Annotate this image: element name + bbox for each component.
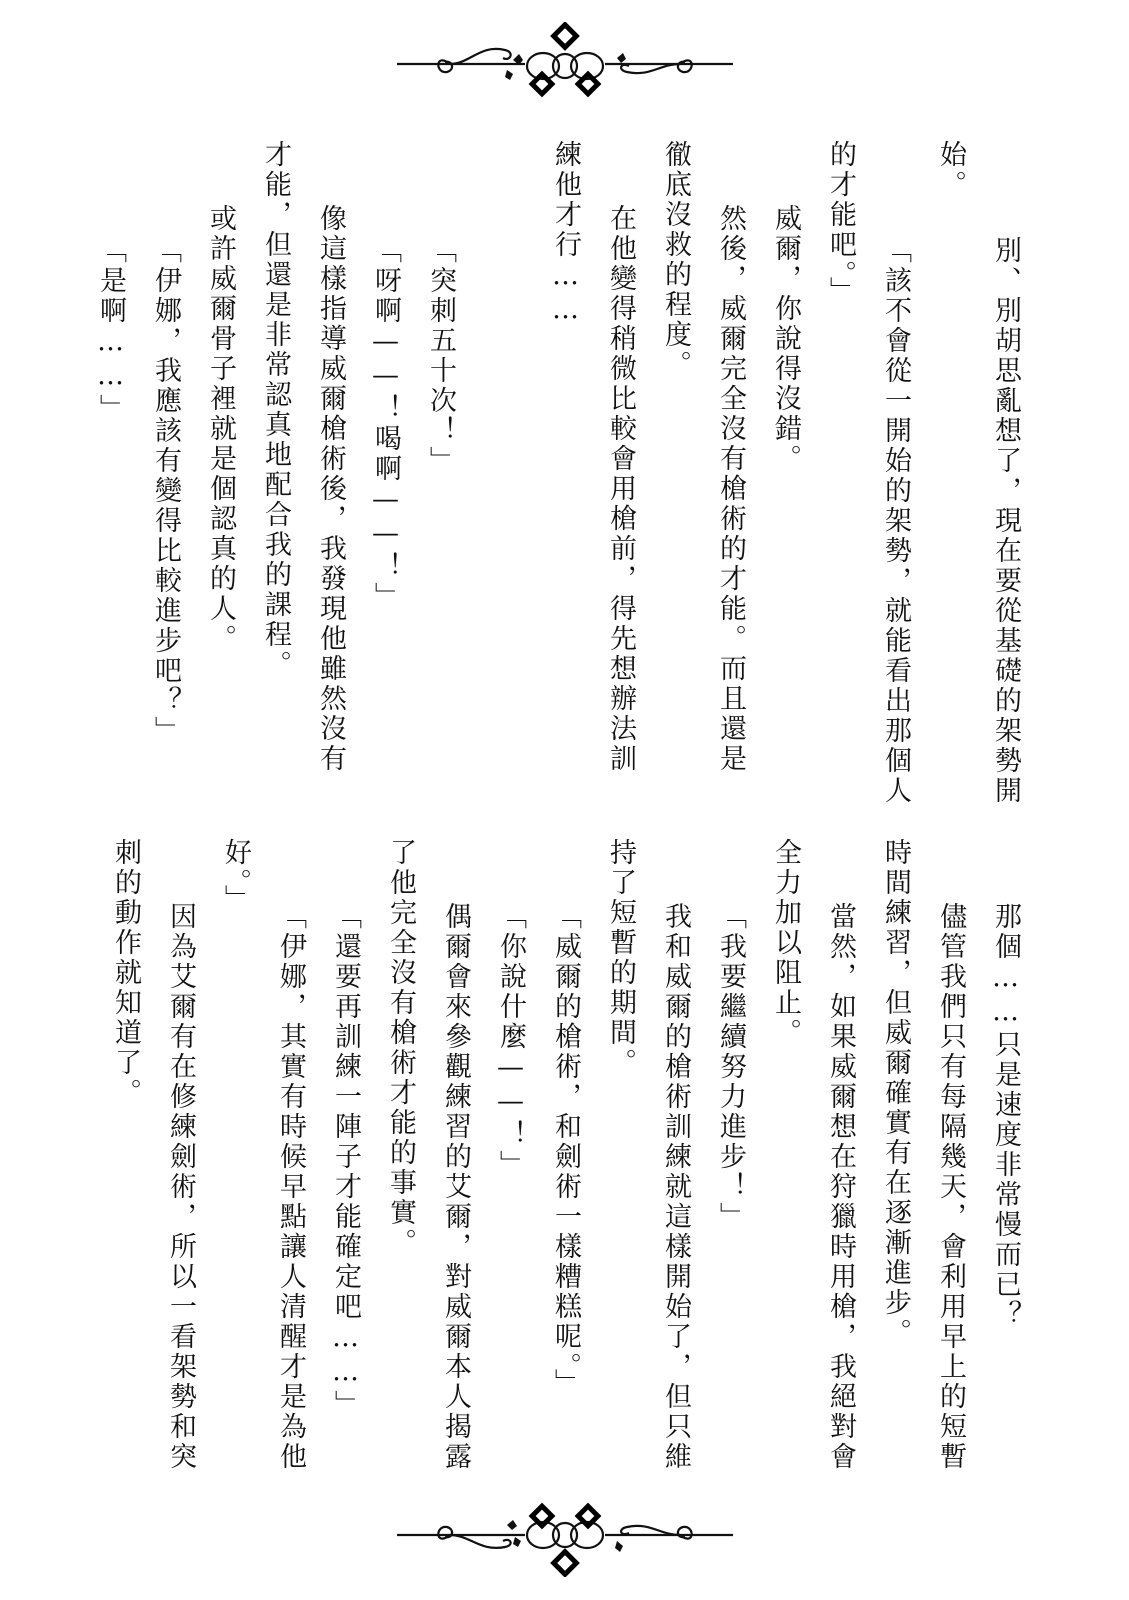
dialogue-column: 「是啊……」 <box>95 236 126 424</box>
dialogue-column: 「威爾的槍術，和劍術一樣糟糕呢。」 <box>550 902 581 1399</box>
text-column: 別、別胡思亂想了，現在要從基礎的架勢開 <box>990 236 1021 806</box>
dialogue-column: 「伊娜，我應該有變得比較進步吧？」 <box>150 236 181 746</box>
text-column: 偶爾會來參觀練習的艾爾，對威爾本人揭露 <box>440 902 471 1472</box>
ornament-divider-top-icon <box>395 22 735 102</box>
text-column: 練他才行…… <box>550 140 581 328</box>
text-column: 才能，但還是非常認真地配合我的課程。 <box>260 140 291 680</box>
text-column: 我和威爾的槍術訓練就這樣開始了，但只維 <box>660 902 691 1472</box>
text-column: 全力加以阻止。 <box>770 838 801 1048</box>
text-column: 然後，威爾完全沒有槍術的才能。而且還是 <box>715 204 746 774</box>
dialogue-column: 「還要再訓練一陣子才能確定吧……」 <box>330 902 361 1420</box>
dialogue-column: 「突刺五十次！」 <box>425 236 456 476</box>
lower-text-block <box>0 838 1129 1488</box>
text-column: 的才能吧。」 <box>825 140 856 307</box>
text-column: 儘管我們只有每隔幾天，會利用早上的短暫 <box>935 902 966 1472</box>
text-column: 像這樣指導威爾槍術後，我發現他雖然沒有 <box>315 204 346 774</box>
upper-text-block <box>0 140 1129 806</box>
text-column: 了他完全沒有槍術才能的事實。 <box>385 838 416 1258</box>
ornament-divider-bottom-icon <box>395 1497 735 1577</box>
text-column: 當然，如果威爾想在狩獵時用槍，我絕對會 <box>825 902 856 1472</box>
text-column: 始。 <box>935 140 966 200</box>
dialogue-column: 「我要繼續努力進步！」 <box>715 902 746 1232</box>
text-column: 或許威爾骨子裡就是個認真的人。 <box>205 204 236 654</box>
text-column: 刺的動作就知道了。 <box>110 838 141 1108</box>
dialogue-column: 「伊娜，其實有時候早點讓人清醒才是為他 <box>275 902 306 1472</box>
text-column: 「該不會從一開始的架勢，就能看出那個人 <box>880 236 911 806</box>
dialogue-column: 「你說什麼——！」 <box>495 902 526 1180</box>
text-column: 在他變得稍微比較會用槍前，得先想辦法訓 <box>605 204 636 774</box>
dialogue-column: 「呀啊——！喝啊——！」 <box>370 236 401 612</box>
text-column: 那個……只是速度非常慢而已？ <box>990 902 1021 1330</box>
text-column: 威爾，你說得沒錯。 <box>770 204 801 474</box>
text-column: 持了短暫的期間。 <box>605 838 636 1078</box>
text-column: 時間練習，但威爾確實有在逐漸進步。 <box>880 838 911 1348</box>
text-column: 因為艾爾有在修練劍術，所以一看架勢和突 <box>165 902 196 1472</box>
text-column: 徹底沒救的程度。 <box>660 140 691 380</box>
text-column: 好。」 <box>220 838 251 915</box>
